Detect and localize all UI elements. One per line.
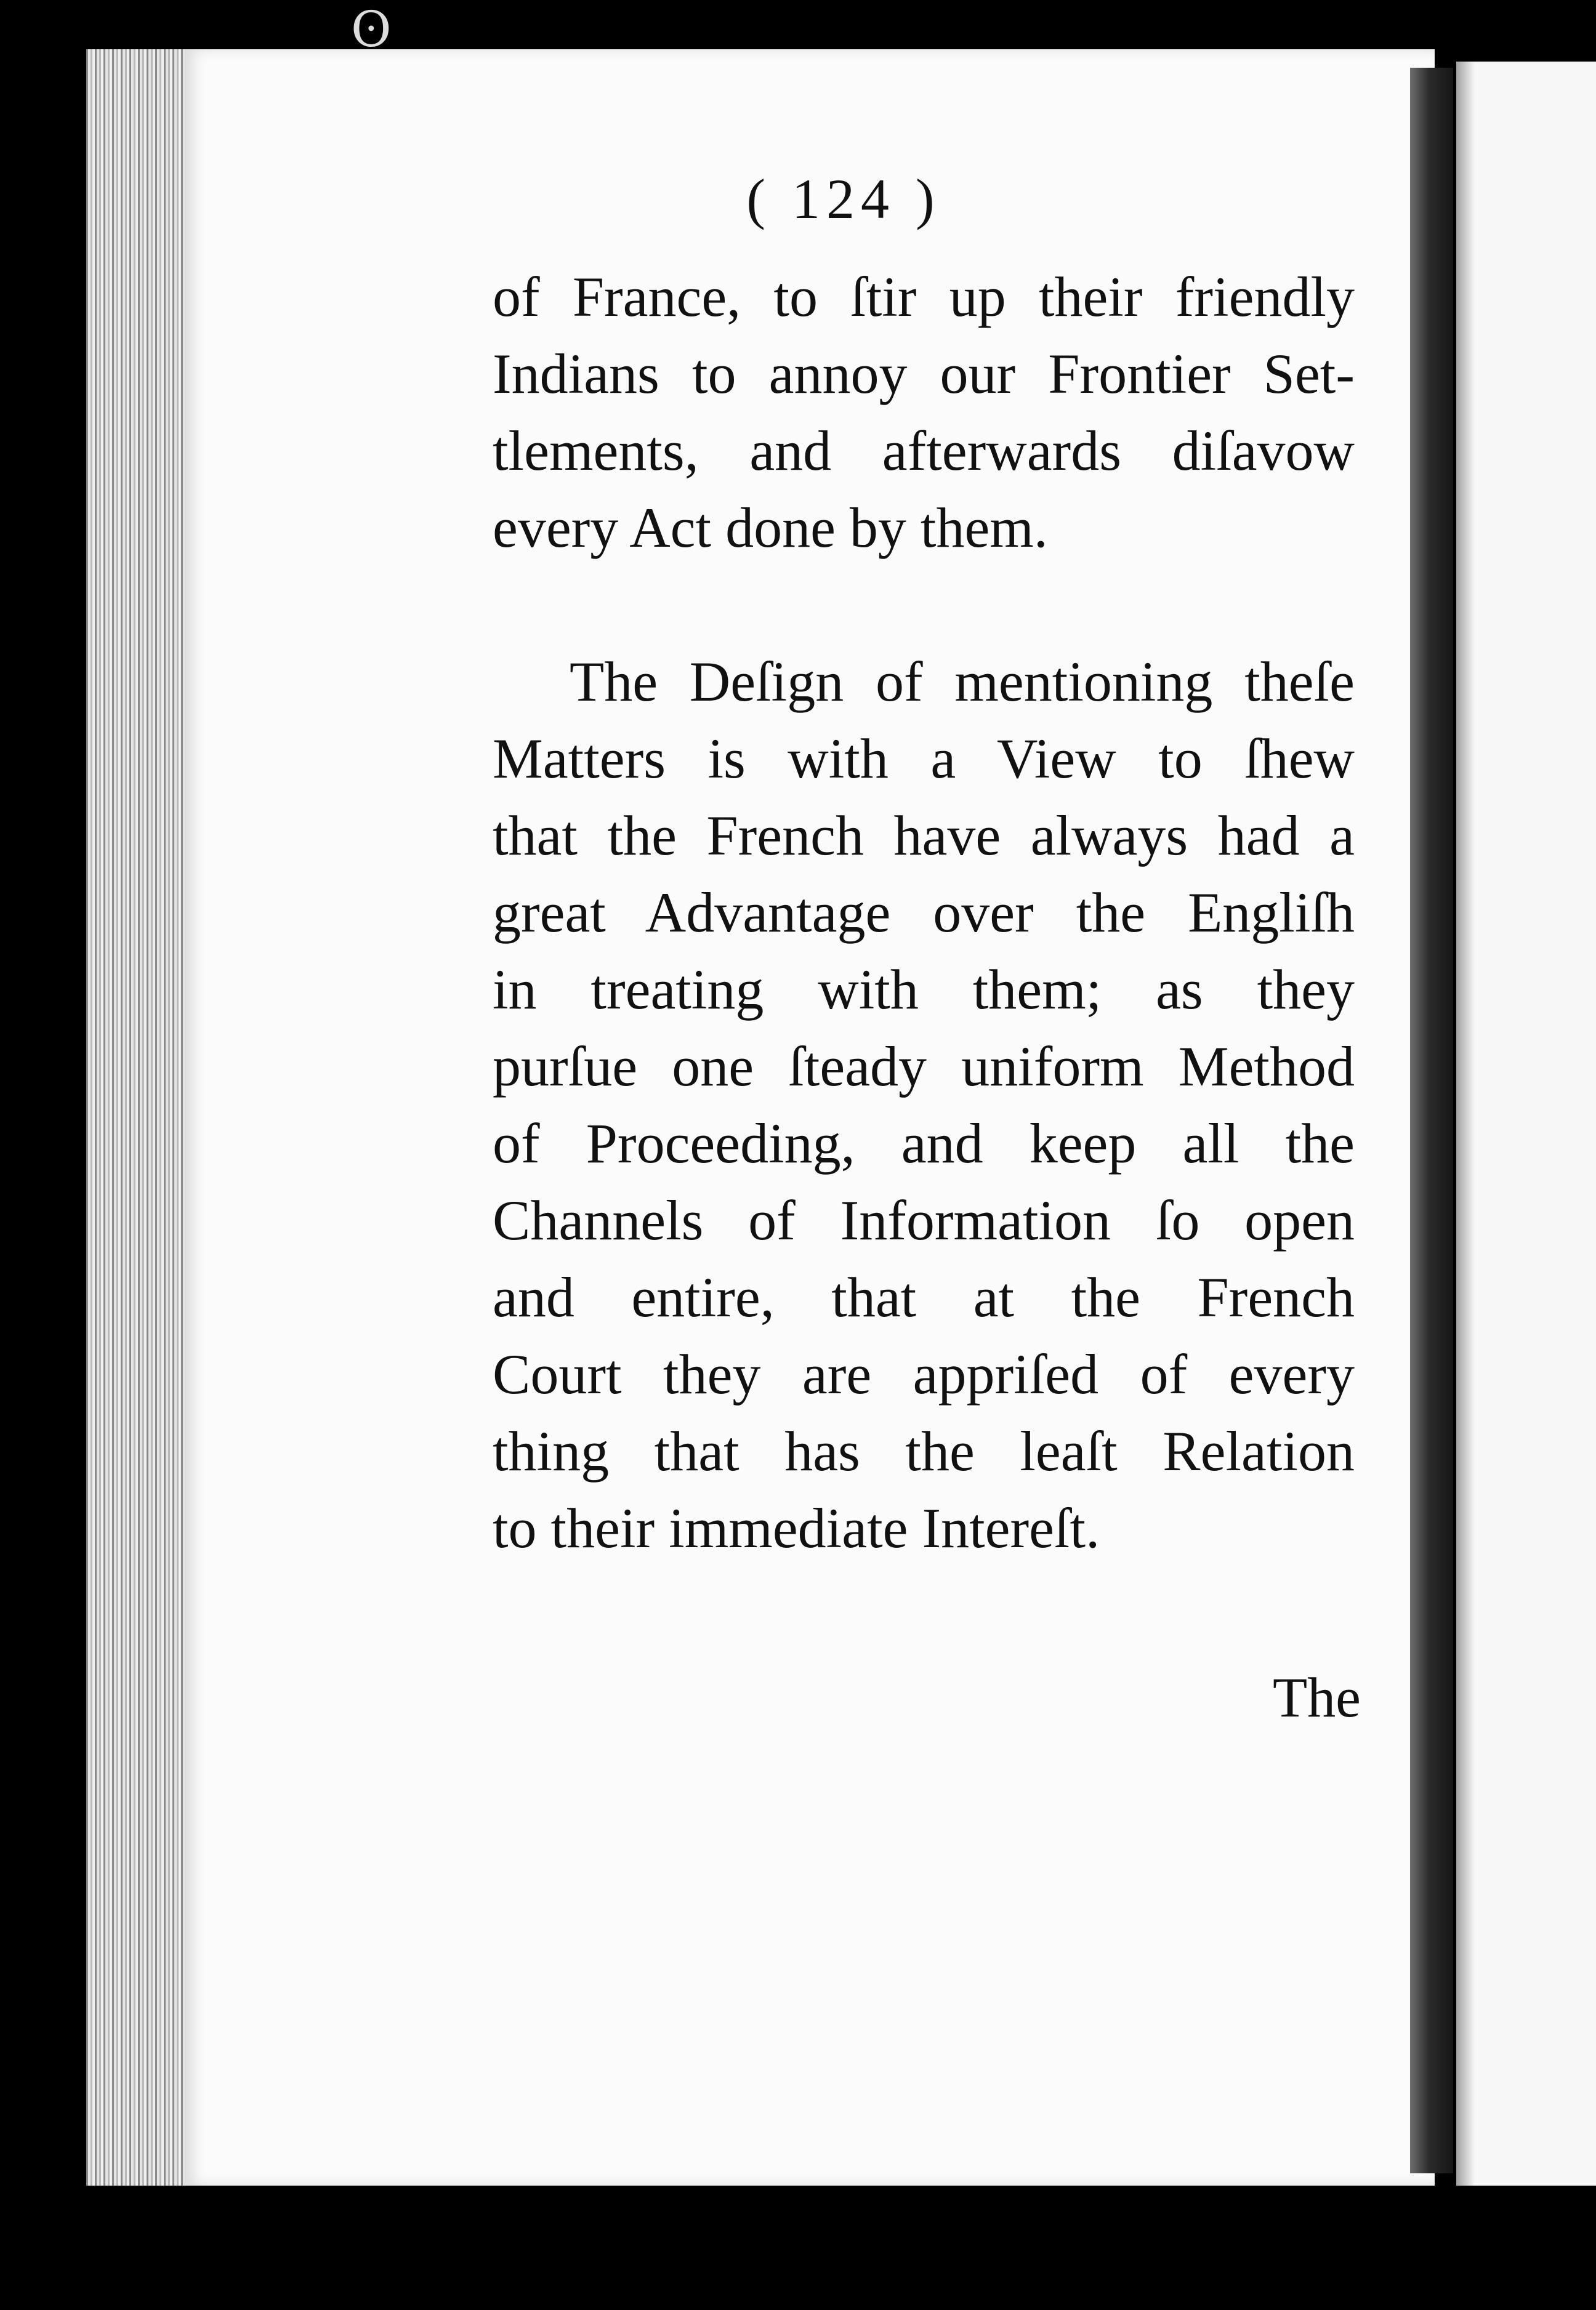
- text-line: thing that has the leaſt Relation: [493, 1420, 1355, 1483]
- text-line: that the French have always had a: [493, 804, 1355, 867]
- text-line: Indians to annoy our Frontier Set-: [493, 342, 1355, 405]
- text-line: of France, to ſtir up their friendly: [493, 265, 1355, 328]
- text-line: of Proceeding, and keep all the: [493, 1112, 1355, 1175]
- page-number: ( 124 ): [746, 167, 941, 230]
- text-line: great Advantage over the Engliſh: [493, 881, 1355, 944]
- text-line: Channels of Information ſo open: [493, 1189, 1355, 1252]
- facing-page-shadow: [1456, 62, 1475, 2186]
- text-line: and entire, that at the French: [493, 1266, 1355, 1329]
- text-line: purſue one ſteady uniform Method: [493, 1035, 1355, 1098]
- corner-ink-mark: ʘ: [351, 1, 392, 58]
- text-line: in treating with them; as they: [493, 958, 1355, 1021]
- text-line: tlements, and afterwards diſavow: [493, 419, 1355, 482]
- catchword: The: [1272, 1666, 1361, 1729]
- text-line: Court they are appriſed of every: [493, 1343, 1355, 1406]
- text-line: The Deſign of mentioning theſe: [570, 650, 1355, 713]
- paragraph-2: [493, 643, 1355, 1567]
- text-line: Matters is with a View to ſhew: [493, 727, 1355, 790]
- page-edges: [86, 49, 188, 2186]
- paragraph-1: [493, 259, 1355, 566]
- book-gutter: [1410, 68, 1453, 2173]
- text-line: every Act done by them.: [493, 496, 1048, 559]
- text-line: to their immediate Intereſt.: [493, 1497, 1100, 1559]
- facing-page: [1456, 62, 1596, 2186]
